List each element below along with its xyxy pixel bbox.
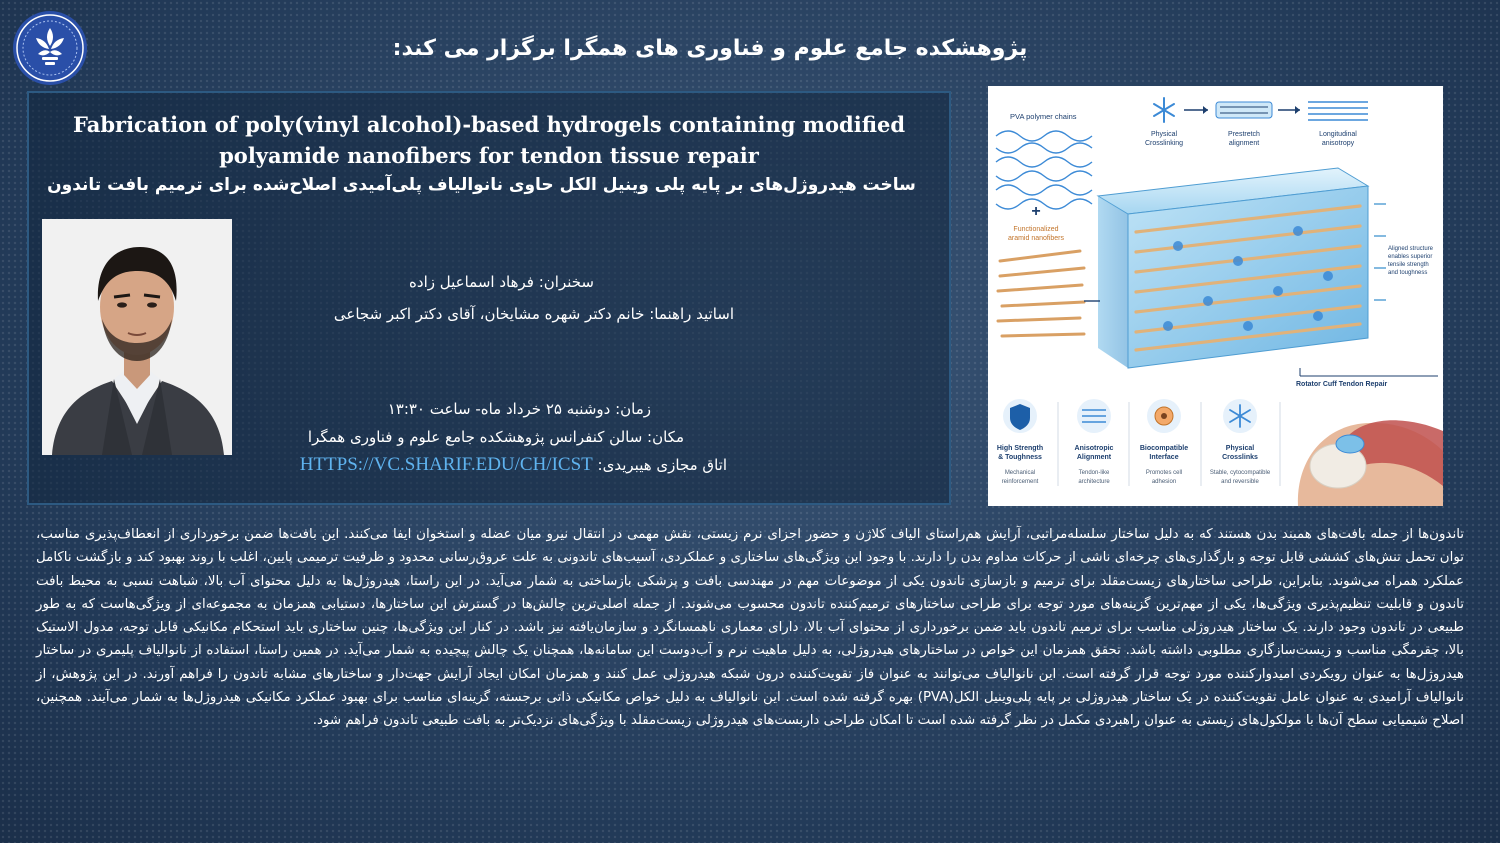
feature-crosslinks: [1223, 399, 1257, 433]
prestretch-icon: [1216, 102, 1272, 118]
feature-2-title-a: Anisotropic: [1074, 445, 1114, 452]
header-title: پژوهشکده جامع علوم و فناوری های همگرا برگزار می کند:: [392, 36, 1028, 61]
feature-2-desc-b: architecture: [1078, 479, 1110, 485]
feature-1-desc-a: Mechanical: [1004, 470, 1036, 476]
feature-shield: [1003, 399, 1037, 433]
feature-2-desc-a: Tendon-like: [1078, 470, 1110, 476]
feature-cell: [1147, 399, 1181, 433]
feature-4-desc-b: and reversible: [1221, 479, 1259, 485]
feature-4-title-a: Physical: [1225, 445, 1255, 452]
speaker-name: سخنران: فرهاد اسماعیل زاده: [409, 273, 594, 291]
speaker-photo: [42, 219, 232, 455]
virtual-room-label: اتاق مجازی هیبریدی:: [597, 456, 727, 474]
advisors: اساتید راهنما: خانم دکتر شهره مشایخان، آقای دکتر اکبر شجاعی: [333, 305, 734, 323]
label-crosslinking: Crosslinking: [1144, 140, 1184, 147]
event-location: مکان: سالن کنفرانس پژوهشکده جامع علوم و فناوری همگرا: [307, 428, 684, 446]
label-prestretch: Prestretch: [1228, 131, 1260, 138]
research-figure: [988, 86, 1443, 506]
virtual-room-link[interactable]: HTTPS://VC.SHARIF.EDU/CH/ICST: [299, 454, 593, 475]
feature-1-desc-b: reinforcement: [1001, 479, 1039, 485]
hydrogel-block-illustration: [1098, 168, 1368, 368]
label-aligned-2: enables superior: [1388, 254, 1433, 260]
talk-title-english: Fabrication of poly(vinyl alcohol)-based hydrogels containing modified polyamide nanofibers for tendon tissue repair: [72, 112, 906, 168]
abstract-text: تاندون‌ها از جمله بافت‌های همبند بدن هستند که به دلیل ساختار سلسله‌مراتبی، آرایش هم‌راستای الیاف کلاژن و حضور اجزای نرم زیستی، نقش مهمی در انتقال نیرو میان عضله و استخوان ایفا می‌کنند. این بافت‌ها ضمن برخورداری از انعطاف‌پذیری مناسب، توان تحمل تنش‌های کششی قابل توجه و بارگذاری‌های چرخه‌ای ناشی از حرکات مداوم بدن را دارند. با وجود این ویژگی‌های ساختاری و عملکردی، آسیب‌های تاندونی به علت عروق‌رسانی محدود و ظرفیت ترمیمی پایین، اغلب با روند بهبود کند و بازگشت ناکامل عملکرد همراه می‌شوند. بنابراین، طراحی ساختارهای زیست‌مقلد برای ترمیم و بازسازی تاندون یکی از موضوعات مهم در مهندسی بافت و پزشکی بازساختی به شمار می‌آید. در این راستا، هیدروژل‌ها به دلیل محتوای آب بالا، شباهت نسبی به محیط بافت تاندون و قابلیت تنظیم‌پذیری ویژگی‌ها، یکی از مهم‌ترین گزینه‌های مورد توجه برای طراحی ساختارهای ترمیم‌کننده تاندون محسوب می‌شوند. از جمله اصلی‌ترین چالش‌ها در گسترش این ساختارها، دستیابی همزمان به مجموعه‌ای از ویژگی‌هاست که به طور طبیعی در تاندون وجود دارند. یک ساختار هیدروژلی مناسب برای ترمیم تاندون باید ضمن برخورداری از محتوای آب بالا، دارای معماری ناهمسانگرد و سازمان‌یافته نیز باشد. در کنار این ویژگی‌ها، چنین ساختاری باید استحکام مکانیکی قابل توجه، مدول الاستیک بالا، چقرمگی مناسب و زیست‌سازگاری مطلوبی داشته باشد. تحقق همزمان این خواص در ساختارهای هیدروژلی، به دلیل ماهیت نرم و آب‌دوست این سامانه‌ها، همچنان یک چالش پیچیده به شمار می‌آید. در همین راستا، استفاده از نانوالیاف پلیمری در ساختار هیدروژل‌ها به عنوان رویکردی امیدوارکننده مورد توجه قرار گرفته است. این نانوالیاف می‌توانند به عنوان فاز تقویت‌کننده درون شبکه هیدروژلی عمل کنند و همزمان امکان ایجاد آرایش جهت‌دار و ساختارهای مشابه تاندون را فراهم آورند. در این پژوهش، از نانوالیاف آرامیدی به عنوان عامل تقویت‌کننده در یک ساختار هیدروژلی بر پایه پلی‌وینیل الکل(PVA) بهره گرفته شده است. این نانوالیاف به دلیل خواص مکانیکی ذاتی برجسته، گزینه‌ای مناسب برای بهبود عملکرد مکانیکی هیدروژل‌ها به شمار می‌آیند. همچنین، اصلاح شیمیایی سطح آن‌ها با مولکول‌های زیستی به عنوان راهبردی مکمل در نظر گرفته شده است تا امکان طراحی داربست‌های هیدروژلی زیست‌مقلد با ویژگی‌های نزدیک‌تر به بافت طبیعی تاندون فراهم شود.: [36, 527, 1465, 729]
feature-3-desc-b: adhesion: [1151, 479, 1177, 485]
feature-1-title-b: & Toughness: [998, 454, 1042, 461]
talk-info-box: [27, 91, 951, 505]
label-physical: Physical: [1150, 131, 1178, 138]
virtual-room: [300, 454, 727, 476]
plus-sign: +: [1031, 203, 1041, 220]
feature-4-desc-a: Stable, cytocompatible: [1209, 470, 1271, 476]
feature-3-desc-a: Promotes cell: [1145, 470, 1183, 476]
feature-2-title-b: Alignment: [1076, 454, 1112, 461]
feature-1-title-a: High Strength: [996, 445, 1044, 452]
label-alignment: alignment: [1228, 140, 1260, 147]
label-aligned-3: tensile strength: [1388, 262, 1429, 268]
feature-3-title-a: Biocompatible: [1139, 445, 1189, 452]
label-aligned-1: Aligned structure: [1388, 246, 1434, 252]
feature-fibers: [1077, 399, 1111, 433]
label-anisotropy: anisotropy: [1321, 140, 1355, 147]
label-aligned-4: and toughness: [1388, 270, 1428, 276]
feature-3-title-b: Interface: [1149, 454, 1179, 461]
label-functionalized: Functionalized: [1013, 226, 1059, 233]
label-pva-chains: PVA polymer chains: [1010, 112, 1077, 121]
event-time: زمان: دوشنبه ۲۵ خرداد ماه- ساعت ۱۳:۳۰: [387, 400, 651, 418]
label-aramid: aramid nanofibers: [1007, 235, 1065, 242]
talk-title-persian: ساخت هیدروژل‌های بر پایه پلی وینیل الکل حاوی نانوالیاف پلی‌آمیدی اصلاح‌شده برای ترمیم بافت تاندون: [47, 175, 916, 195]
feature-4-title-b: Crosslinks: [1222, 454, 1258, 461]
label-longitudinal: Longitudinal: [1319, 131, 1357, 138]
university-logo: [12, 10, 88, 86]
label-rotator-cuff: Rotator Cuff Tendon Repair: [1296, 381, 1388, 388]
